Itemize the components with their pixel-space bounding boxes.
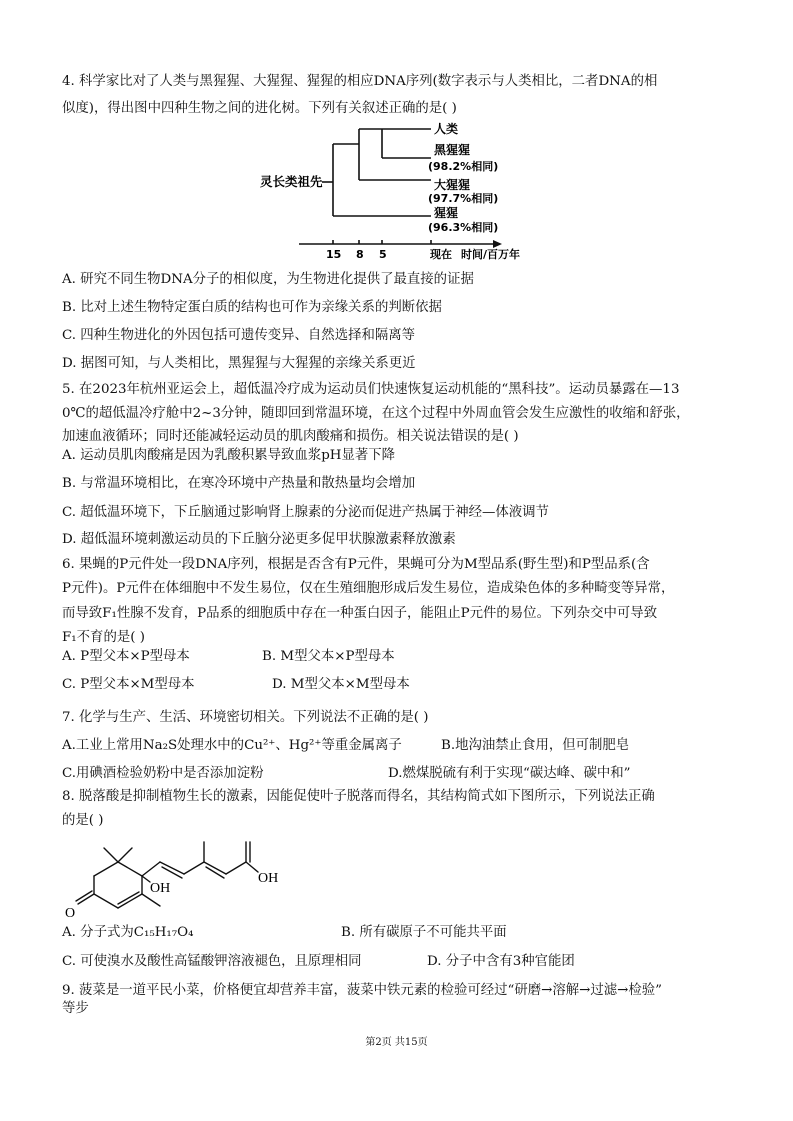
- q9-stem-line1: 9. 菠菜是一道平民小菜，价格便宜却营养丰富，菠菜中铁元素的检验可经过“研磨→溶解→过滤→检验”: [62, 983, 663, 998]
- q6-stem-line1: 6. 果蝇的P元件处一段DNA序列，根据是否含有P元件，果蝇可分为M型品系(野生型)和P型品系(含: [62, 557, 650, 572]
- axis-now-label: 现在: [430, 248, 452, 260]
- q5-stem-line3: 加速血液循环；同时还能减轻运动员的肌肉酸痛和损伤。相关说法错误的是( ): [62, 429, 519, 444]
- tree-similarity-chimp: (98.2%相同): [428, 160, 499, 173]
- q7-option-a: A.工业上常用Na₂S处理水中的Cu²⁺、Hg²⁺等重金属离子: [62, 738, 402, 753]
- q8-option-d: D. 分子中含有3种官能团: [427, 954, 575, 969]
- q7-stem: 7. 化学与生产、生活、环境密切相关。下列说法不正确的是( ): [62, 710, 429, 725]
- tree-species-human: 人类: [434, 122, 459, 136]
- q4-option-b: B. 比对上述生物特定蛋白质的结构也可作为亲缘关系的判断依据: [62, 300, 442, 315]
- q5-option-d: D. 超低温环境刺激运动员的下丘脑分泌更多促甲状腺激素释放激素: [62, 532, 456, 547]
- page-footer: 第2页 共15页: [365, 1037, 428, 1048]
- q4-stem-line1: 4. 科学家比对了人类与黑猩猩、大猩猩、猩猩的相应DNA序列(数字表示与人类相比，二者DNA的相: [62, 74, 658, 89]
- carboxyl-oh-label: OH: [258, 871, 279, 886]
- abscisic-acid-structure: [60, 832, 300, 922]
- q6-stem-line3: 而导致F₁性腺不发育，P品系的细胞质中存在一种蛋白因子，能阻止P元件的易位。下列杂交中可导致: [62, 606, 658, 621]
- q8-option-c: C. 可使溴水及酸性高锰酸钾溶液褪色，且原理相同: [62, 954, 362, 969]
- ketone-o-label: O: [65, 906, 76, 921]
- tree-species-orangutan: 猩猩: [434, 206, 459, 220]
- q6-option-c: C. P型父本×M型母本: [62, 677, 195, 692]
- axis-time-label: 时间/百万年: [461, 248, 521, 260]
- q5-stem-line1: 5. 在2023年杭州亚运会上，超低温冷疗成为运动员们快速恢复运动机能的“黑科技”。运动员暴露在—13: [62, 382, 680, 397]
- q6-option-a: A. P型父本×P型母本: [62, 649, 190, 664]
- tree-similarity-gorilla: (97.7%相同): [428, 192, 499, 205]
- tree-similarity-orangutan: (96.3%相同): [428, 221, 499, 234]
- axis-tick-15: 15: [326, 248, 342, 260]
- q6-option-b: B. M型父本×P型母本: [262, 649, 395, 664]
- evolution-tree-diagram: [255, 120, 555, 260]
- q4-stem-line2: 似度)，得出图中四种生物之间的进化树。下列有关叙述正确的是( ): [62, 101, 457, 116]
- q9-stem-line2: 等步: [62, 1001, 89, 1016]
- q8-option-b: B. 所有碳原子不可能共平面: [341, 925, 507, 940]
- q4-option-d: D. 据图可知，与人类相比，黑猩猩与大猩猩的亲缘关系更近: [62, 356, 416, 371]
- q5-option-a: A. 运动员肌肉酸痛是因为乳酸积累导致血浆pH显著下降: [62, 448, 396, 463]
- q6-stem-line4: F₁不育的是( ): [62, 630, 145, 645]
- axis-tick-8: 8: [356, 248, 364, 260]
- q6-stem-line2: P元件)。P元件在体细胞中不发生易位，仅在生殖细胞形成后发生易位，造成染色体的多种畸变等异常，: [62, 581, 675, 596]
- q7-option-c: C.用碘酒检验奶粉中是否添加淀粉: [62, 766, 264, 781]
- q5-option-c: C. 超低温环境下，下丘脑通过影响肾上腺素的分泌而促进产热属于神经—体液调节: [62, 505, 549, 520]
- q8-stem-line1: 8. 脱落酸是抑制植物生长的激素，因能促使叶子脱落而得名，其结构简式如下图所示，下列说法正确: [62, 789, 655, 804]
- hydroxyl-oh-label: OH: [150, 881, 171, 896]
- q8-stem-line2: 的是( ): [62, 813, 104, 828]
- q7-option-d: D.燃煤脱硫有利于实现“碳达峰、碳中和”: [388, 766, 631, 781]
- q4-option-c: C. 四种生物进化的外因包括可遗传变异、自然选择和隔离等: [62, 328, 416, 343]
- q6-option-d: D. M型父本×M型母本: [272, 677, 410, 692]
- axis-tick-5: 5: [379, 248, 387, 260]
- q4-option-a: A. 研究不同生物DNA分子的相似度，为生物进化提供了最直接的证据: [62, 272, 474, 287]
- q5-option-b: B. 与常温环境相比，在寒冷环境中产热量和散热量均会增加: [62, 476, 416, 491]
- tree-species-gorilla: 大猩猩: [434, 178, 471, 192]
- q7-option-b: B.地沟油禁止食用，但可制肥皂: [441, 738, 630, 753]
- tree-root-label: 灵长类祖先: [260, 174, 323, 189]
- tree-species-chimp: 黑猩猩: [434, 143, 471, 157]
- q5-stem-line2: 0℃的超低温冷疗舱中2~3分钟，随即回到常温环境，在这个过程中外周血管会发生应激性的收缩和舒张，: [62, 406, 690, 421]
- q8-option-a: A. 分子式为C₁₅H₁₇O₄: [62, 925, 194, 940]
